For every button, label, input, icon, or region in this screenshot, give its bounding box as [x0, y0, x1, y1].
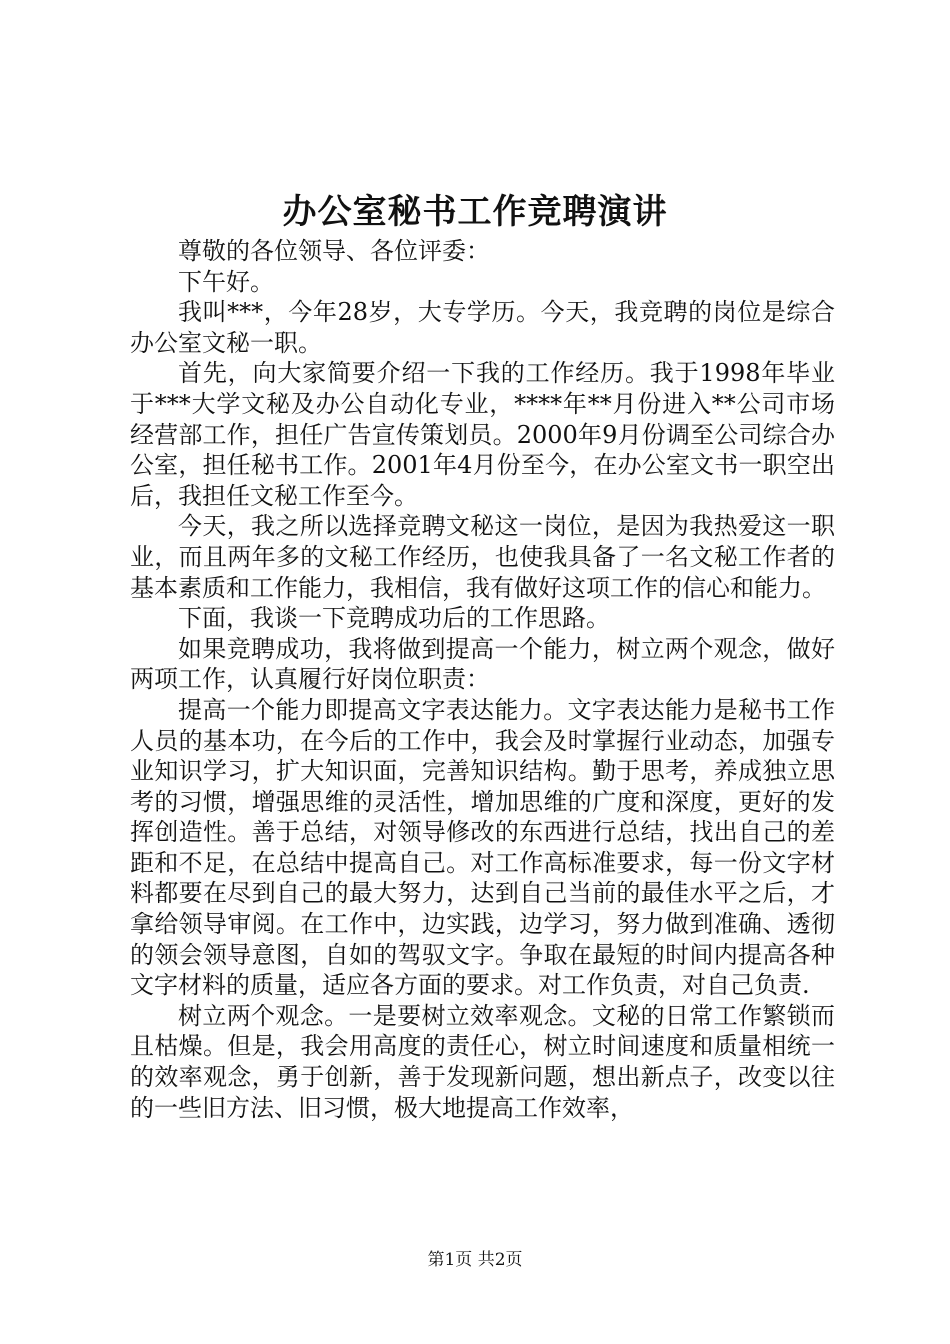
paragraph-transition: 下面，我谈一下竞聘成功后的工作思路。: [178, 604, 610, 633]
paragraph-greeting: 下午好。: [178, 267, 274, 296]
page-title: 办公室秘书工作竞聘演讲: [282, 192, 668, 232]
paragraph-two-concepts: 树立两个观念。一是要树立效率观念。文秘的日常工作繁锁而且枯燥。但是，我会用高度的责任心，树立时间速度和质量相统一的效率观念，勇于创新，善于发现新问题，想出新点子，改变以往的一些旧方法、旧习惯，极大地提高工作效率，: [130, 1001, 835, 1122]
paragraph-introduction: 我叫***，今年28岁，大专学历。今天，我竞聘的岗位是综合办公室文秘一职。: [130, 298, 835, 357]
paragraph-writing-ability: 提高一个能力即提高文字表达能力。文字表达能力是秘书工作人员的基本功，在今后的工作中，我会及时掌握行业动态，加强专业知识学习，扩大知识面，完善知识结构。勤于思考，养成独立思考的习惯，增强思维的灵活性，增加思维的广度和深度，更好的发挥创造性。善于总结，对领导修改的东西进行总结，找出自己的差距和不足，在总结中提高自己。对工作高标准要求，每一份文字材料都要在尽到自己的最大努力，达到自己当前的最佳水平之后，才拿给领导审阅。在工作中，边实践，边学习，努力做到准确、透彻的领会领导意图，自如的驾驭文字。争取在最短的时间内提高各种文字材料的质量，适应各方面的要求。对工作负责，对自己负责.: [130, 695, 835, 1000]
paragraph-salutation: 尊敬的各位领导、各位评委：: [178, 237, 490, 265]
page-number-footer: 第1页 共2页: [427, 1250, 523, 1270]
paragraph-motivation: 今天，我之所以选择竞聘文秘这一岗位，是因为我热爱这一职业，而且两年多的文秘工作经历，也使我具备了一名文秘工作者的基本素质和工作能力，我相信，我有做好这项工作的信心和能力。: [130, 512, 835, 602]
document-body: [130, 236, 835, 1123]
paragraph-work-experience: 首先，向大家简要介绍一下我的工作经历。我于1998年毕业于***大学文秘及办公自动化专业，****年**月份进入**公司市场经营部工作，担任广告宣传策划员。2000年9月份调至公司综合办公室，担任秘书工作。2001年4月份至今，在办公室文书一职空出后，我担任文秘工作至今。: [130, 359, 835, 510]
paragraph-plan-overview: 如果竞聘成功，我将做到提高一个能力，树立两个观念，做好两项工作，认真履行好岗位职责：: [130, 634, 835, 694]
